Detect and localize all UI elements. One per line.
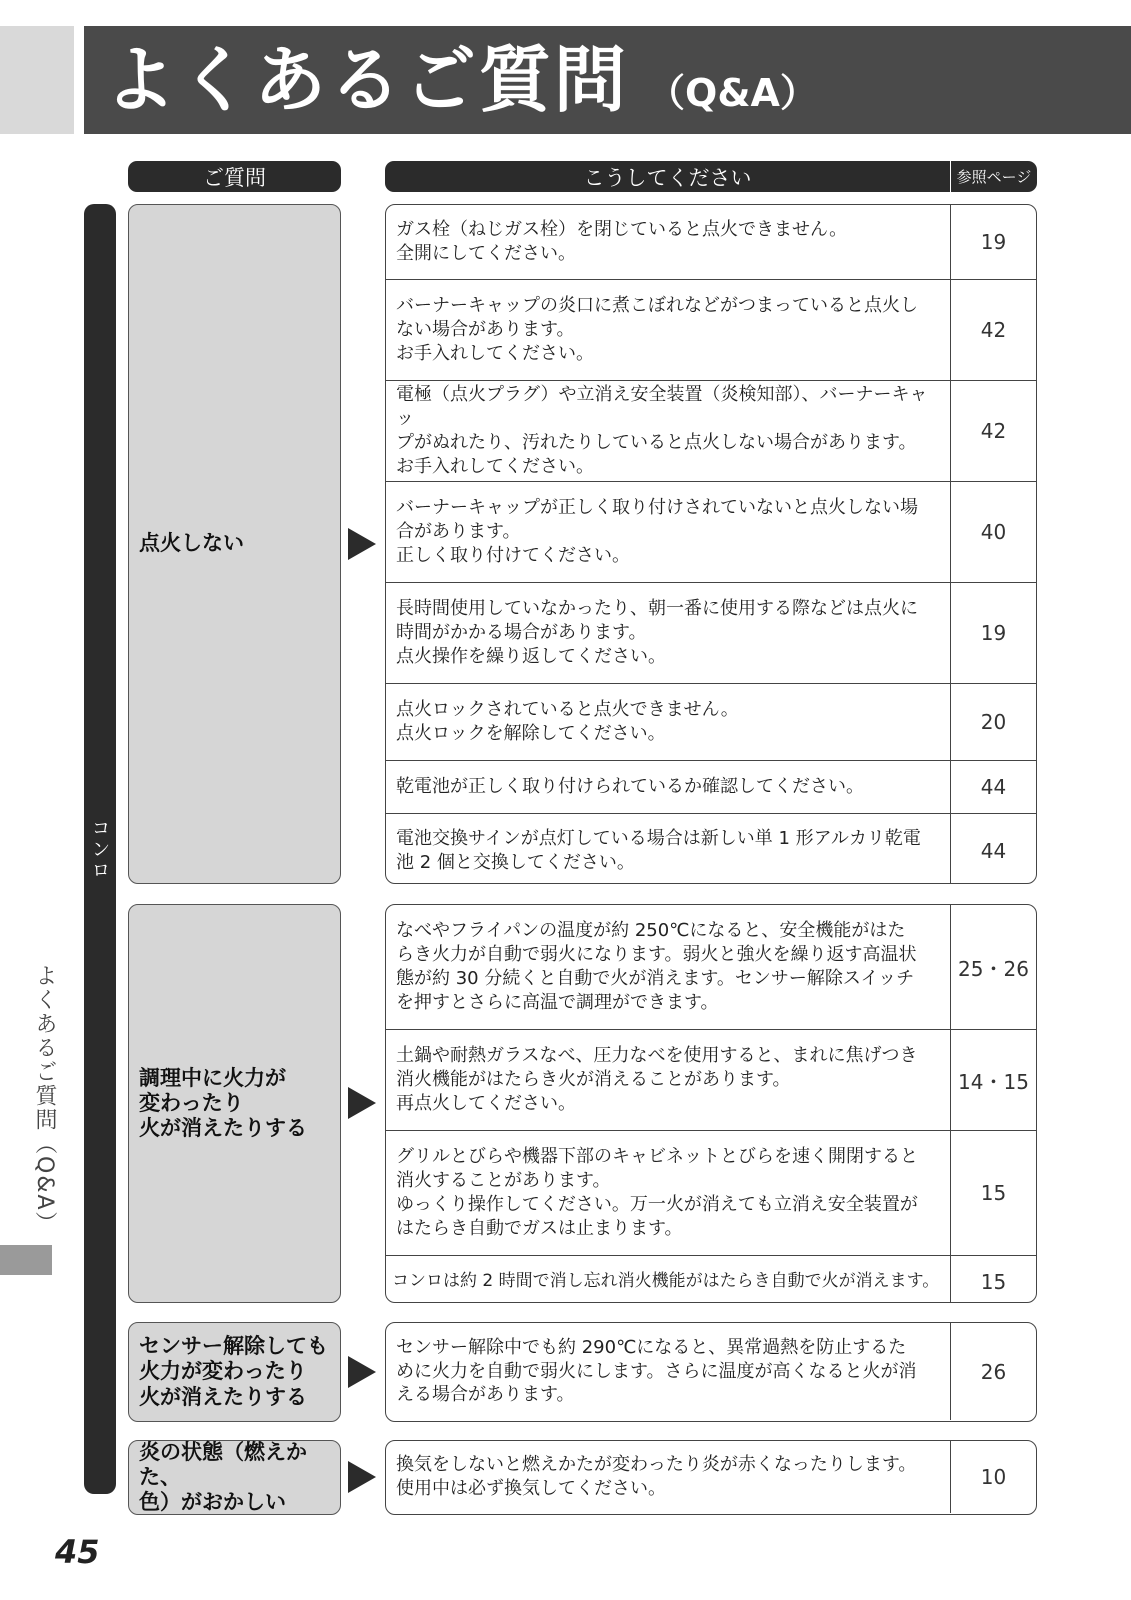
question-box-flame-state bbox=[128, 1440, 341, 1515]
answer-group-sensor-off bbox=[385, 1322, 1037, 1422]
page-title: よくあるご質問 bbox=[104, 38, 630, 122]
answer-text: コンロは約 2 時間で消し忘れ消火機能がはたらき自動で火が消えます。 bbox=[386, 1256, 951, 1303]
answer-text: 長時間使用していなかったり、朝一番に使用する際などは点火に 時間がかかる場合があります。 点火操作を繰り返してください。 bbox=[386, 583, 951, 683]
arrow-right-icon bbox=[348, 1461, 376, 1493]
answer-text: なべやフライパンの温度が約 250℃になると、安全機能がはた らき火力が自動で弱火になります。弱火と強火を繰り返す高温状 態が約 30 分続くと自動で火が消えます。センサー解除スイッチ を押すとさらに高温で調理ができます。 bbox=[386, 905, 951, 1029]
answer-text: バーナーキャップが正しく取り付けされていないと点火しない場 合があります。 正しく取り付けてください。 bbox=[386, 482, 951, 582]
question-text: 調理中に火力が 変わったり 火が消えたりする bbox=[139, 1065, 307, 1141]
arrow-right-icon bbox=[348, 1356, 376, 1388]
arrow-right-icon bbox=[348, 528, 376, 560]
reference-page: 42 bbox=[980, 318, 1007, 342]
question-box-sensor-off bbox=[128, 1322, 341, 1422]
answer-row bbox=[386, 279, 1036, 380]
answer-group-flame-changes bbox=[385, 904, 1037, 1303]
answer-row bbox=[386, 683, 1036, 760]
side-section-tab bbox=[0, 1245, 52, 1275]
question-box-flame-changes bbox=[128, 904, 341, 1303]
column-header-question: ご質問 bbox=[128, 161, 341, 192]
answer-text: 換気をしないと燃えかたが変わったり炎が赤くなったりします。 使用中は必ず換気してください。 bbox=[386, 1441, 951, 1513]
answer-text: グリルとびらや機器下部のキャビネットとびらを速く開閉すると 消火することがあります。 ゆっくり操作してください。万一火が消えても立消え安全装置が はたらき自動でガスは止まります。 bbox=[386, 1131, 951, 1255]
reference-page: 42 bbox=[980, 419, 1007, 443]
page-number: 45 bbox=[55, 1533, 100, 1571]
answer-text: バーナーキャップの炎口に煮こぼれなどがつまっていると点火し ない場合があります。 お手入れしてください。 bbox=[386, 280, 951, 380]
reference-page: 14・15 bbox=[958, 1069, 1029, 1094]
category-label: コンロ bbox=[88, 818, 111, 881]
answer-row bbox=[386, 905, 1036, 1029]
reference-page: 15 bbox=[980, 1269, 1007, 1294]
answer-row bbox=[386, 205, 1036, 279]
answer-row bbox=[386, 760, 1036, 813]
question-box-no-ignition bbox=[128, 204, 341, 884]
page-subtitle: （Q&A） bbox=[647, 70, 818, 115]
question-text: 炎の状態（燃えかた、 色）がおかしい bbox=[139, 1439, 307, 1515]
answer-row bbox=[386, 1255, 1036, 1303]
reference-page: 44 bbox=[980, 775, 1007, 799]
question-text: センサー解除しても 火力が変わったり 火が消えたりする bbox=[139, 1334, 328, 1409]
arrow-right-icon bbox=[348, 1087, 376, 1119]
answer-row bbox=[386, 582, 1036, 683]
reference-page: 40 bbox=[980, 520, 1007, 544]
answer-group-no-ignition bbox=[385, 204, 1037, 884]
answer-text: 土鍋や耐熱ガラスなべ、圧力なべを使用すると、まれに焦げつき 消火機能がはたらき火が消えることがあります。 再点火してください。 bbox=[386, 1030, 951, 1130]
answer-text: 電池交換サインが点灯している場合は新しい単 1 形アルカリ乾電 池 2 個と交換してください。 bbox=[386, 814, 951, 884]
answer-row bbox=[386, 1441, 1036, 1513]
column-header-page: 参照ページ bbox=[951, 161, 1037, 192]
column-header-answer: こうしてください bbox=[385, 161, 950, 192]
reference-page: 15 bbox=[980, 1181, 1007, 1205]
reference-page: 20 bbox=[980, 710, 1007, 734]
reference-page: 25・26 bbox=[958, 956, 1029, 981]
answer-group-flame-state bbox=[385, 1440, 1037, 1515]
reference-page: 10 bbox=[980, 1465, 1007, 1489]
answer-row bbox=[386, 380, 1036, 481]
reference-page: 19 bbox=[980, 230, 1007, 254]
side-section-label: よくあるご質問（Q&A） bbox=[32, 964, 57, 1236]
reference-page: 19 bbox=[980, 621, 1007, 645]
answer-row bbox=[386, 1130, 1036, 1255]
answer-text: 乾電池が正しく取り付けられているか確認してください。 bbox=[386, 761, 951, 813]
answer-row bbox=[386, 481, 1036, 582]
reference-page: 44 bbox=[980, 839, 1007, 863]
answer-row bbox=[386, 1029, 1036, 1130]
answer-text: センサー解除中でも約 290℃になると、異常過熱を防止するた めに火力を自動で弱火にします。さらに温度が高くなると火が消 える場合があります。 bbox=[386, 1323, 951, 1420]
answer-row bbox=[386, 1323, 1036, 1420]
header-side-tab bbox=[0, 26, 74, 134]
answer-text: 点火ロックされていると点火できません。 点火ロックを解除してください。 bbox=[386, 684, 951, 760]
question-text: 点火しない bbox=[139, 531, 244, 556]
reference-page: 26 bbox=[980, 1359, 1007, 1384]
answer-text: ガス栓（ねじガス栓）を閉じていると点火できません。 全開にしてください。 bbox=[386, 205, 951, 279]
answer-text: 電極（点火プラグ）や立消え安全装置（炎検知部）、バーナーキャッ プがぬれたり、汚れたりしていると点火しない場合があります。 お手入れしてください。 bbox=[386, 381, 951, 481]
answer-row bbox=[386, 813, 1036, 884]
header-bar bbox=[84, 26, 1131, 134]
